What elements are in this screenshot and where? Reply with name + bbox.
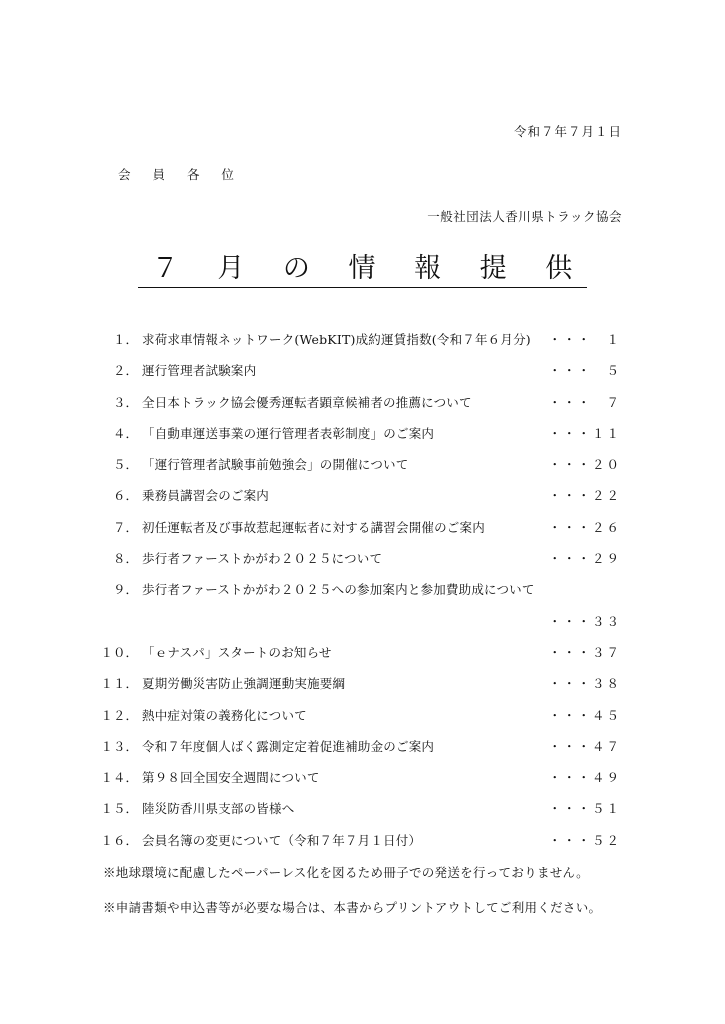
notes [103, 863, 601, 933]
toc-row-5 [0, 448, 725, 479]
toc-page: ・・・２０ [548, 457, 621, 473]
toc-row-12 [0, 699, 725, 730]
toc-row-14 [0, 761, 725, 792]
organization-name: 一般社団法人香川県トラック協会 [427, 209, 622, 224]
toc-row-10 [0, 636, 725, 667]
toc-number: １． [112, 332, 138, 347]
toc-number: １６． [100, 832, 138, 848]
toc-label: 令和７年度個人ばく露測定定着促進補助金のご案内 [142, 738, 435, 754]
toc-page: ・・・ ５ [548, 363, 621, 379]
toc-label: 「自動車運送事業の運行管理者表彰制度」のご案内 [142, 425, 435, 441]
toc-number: １０． [100, 644, 138, 660]
toc-number: １１． [100, 676, 138, 692]
toc-page: ・・・１１ [548, 425, 621, 441]
toc-row-9 [0, 573, 725, 604]
toc-row-9-page [0, 605, 725, 636]
recipient: 会 員 各 位 [118, 167, 243, 182]
toc-label: 「運行管理者試験事前勉強会」の開催について [142, 457, 409, 473]
toc-number: ４． [112, 425, 138, 441]
toc-row-7 [0, 511, 725, 542]
toc-number: １４． [100, 770, 138, 786]
toc-number: ２． [112, 363, 138, 379]
toc-row-2 [0, 354, 725, 385]
toc-row-6 [0, 479, 725, 510]
toc-page: ・・・２６ [548, 519, 621, 535]
toc-number: ３． [112, 394, 138, 410]
toc-page: ・・・４９ [548, 770, 621, 786]
toc-label: 第９８回全国安全週間について [142, 770, 320, 786]
table-of-contents [0, 323, 725, 855]
toc-label: 求荷求車情報ネットワーク(WebKIT)成約運賃指数(令和７年６月分) [142, 332, 531, 347]
toc-number: ７． [112, 519, 138, 535]
toc-label: 会員名簿の変更について（令和７年７月１日付） [142, 832, 422, 848]
document-date: 令和７年７月１日 [513, 124, 622, 139]
toc-page: ・・・２２ [548, 488, 621, 504]
toc-page: ・・・３７ [548, 644, 621, 660]
toc-page: ・・・５１ [548, 801, 621, 817]
toc-page: ・・・５２ [548, 832, 621, 848]
page-title [0, 253, 725, 288]
toc-row-13 [0, 730, 725, 761]
toc-row-16 [0, 824, 725, 855]
toc-number: １５． [100, 801, 138, 817]
toc-row-3 [0, 386, 725, 417]
toc-page: ・・・ ７ [548, 394, 621, 410]
toc-label: 歩行者ファーストかがわ２０２５への参加案内と参加費助成について [142, 582, 535, 598]
toc-number: ８． [112, 551, 138, 567]
toc-label: 夏期労働災害防止強調運動実施要綱 [142, 676, 346, 692]
toc-number: １２． [100, 707, 138, 723]
toc-number: ５． [112, 457, 138, 473]
toc-number: ６． [112, 488, 138, 504]
toc-row-8 [0, 542, 725, 573]
toc-row-4 [0, 417, 725, 448]
toc-label: 初任運転者及び事故惹起運転者に対する講習会開催のご案内 [142, 519, 485, 535]
toc-row-11 [0, 667, 725, 698]
toc-number: ９． [112, 582, 138, 598]
toc-row-1 [0, 323, 725, 354]
toc-label: 熱中症対策の義務化について [142, 707, 307, 723]
toc-label: 「ｅナスパ」スタートのお知らせ [142, 644, 332, 660]
toc-page: ・・・３３ [548, 613, 621, 629]
toc-row-15 [0, 792, 725, 823]
toc-label: 乗務員講習会のご案内 [142, 488, 270, 504]
toc-label: 運行管理者試験案内 [142, 363, 257, 379]
toc-number: １３． [100, 738, 138, 754]
toc-page: ・・・２９ [548, 551, 621, 567]
toc-label: 歩行者ファーストかがわ２０２５について [142, 551, 383, 567]
page-title-text: ７ 月 の 情 報 提 供 [138, 253, 588, 288]
toc-page: ・・・４７ [548, 738, 621, 754]
toc-page: ・・・３８ [548, 676, 621, 692]
toc-page: ・・・ １ [548, 332, 621, 347]
note-paperless: ※地球環境に配慮したペーパーレス化を図るため冊子での発送を行っておりません。 [103, 865, 589, 880]
toc-page: ・・・４５ [548, 707, 621, 723]
toc-label: 全日本トラック協会優秀運転者顕章候補者の推薦について [142, 394, 472, 410]
toc-label: 陸災防香川県支部の皆様へ [142, 801, 295, 817]
note-printout: ※申請書類や申込書等が必要な場合は、本書からプリントアウトしてご利用ください。 [103, 900, 602, 915]
